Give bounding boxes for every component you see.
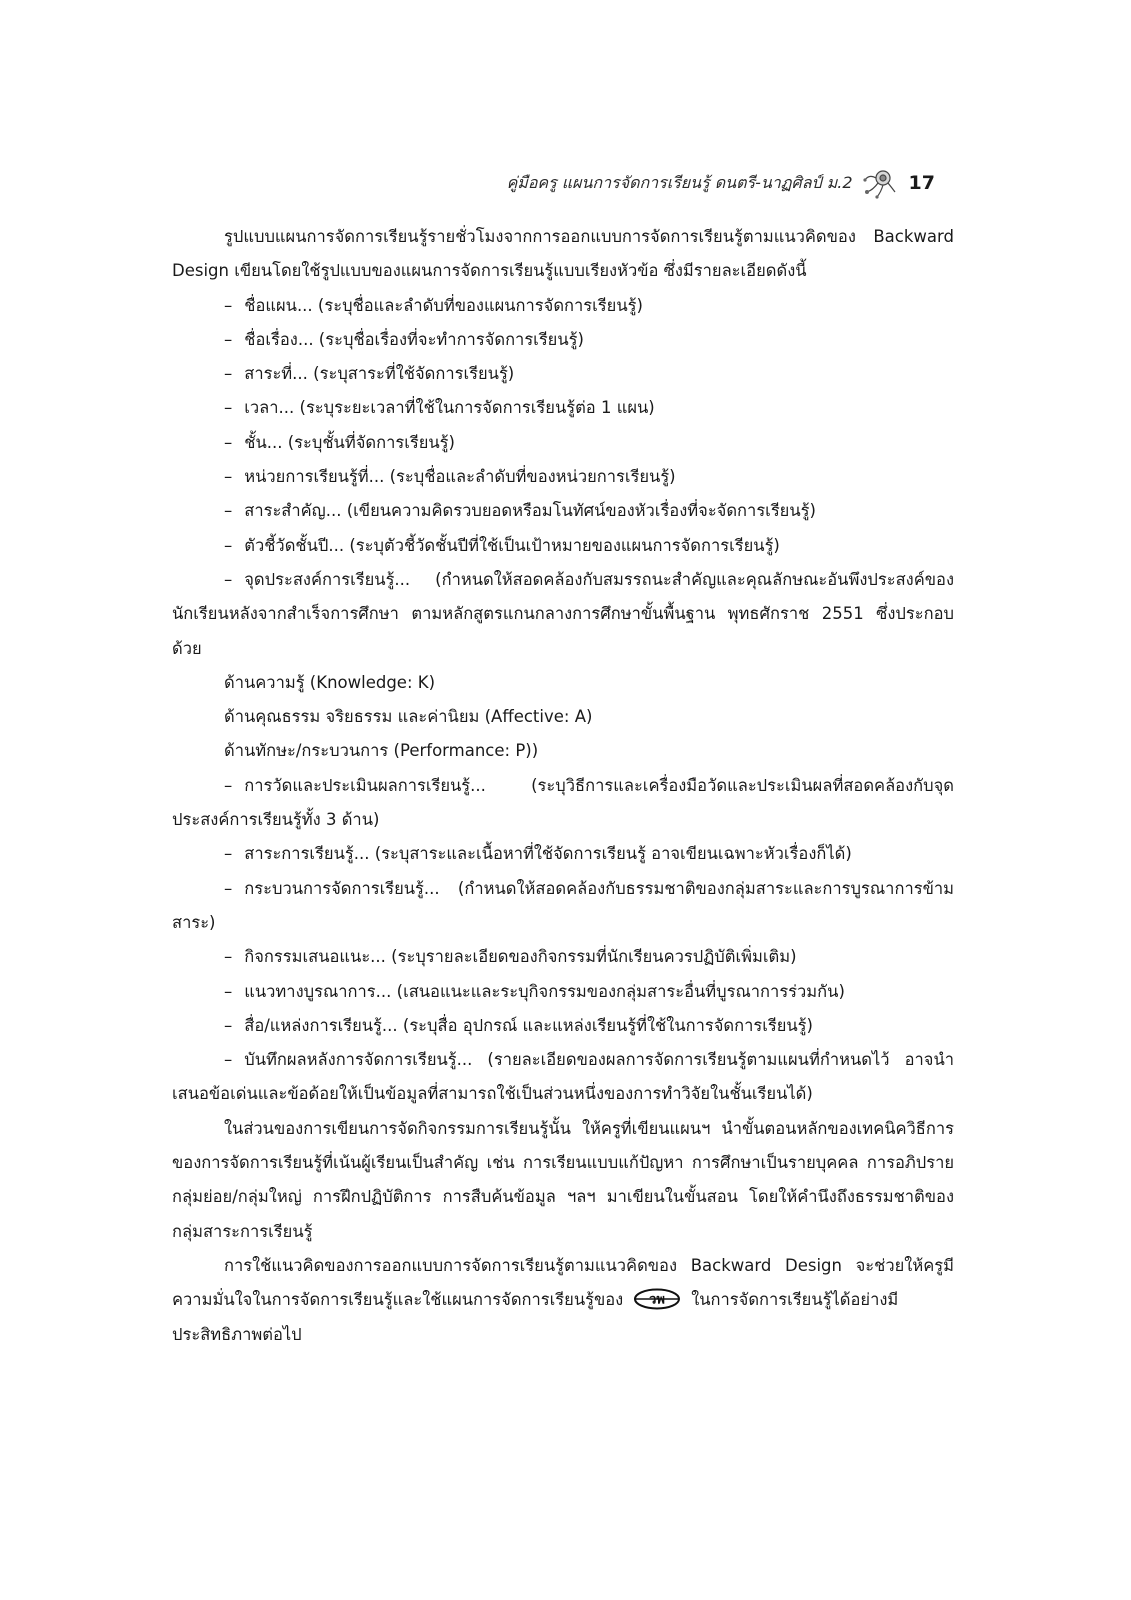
dash-marker: – [224, 947, 233, 967]
content-item: – สาระการเรียนรู้... (ระบุสาระและเนื้อหาที่ใช้จัดการเรียนรู้ อาจเขียนเฉพาะหัวเรื่องก็ได้) [224, 844, 852, 864]
activities-item: – กิจกรรมเสนอแนะ... (ระบุรายละเอียดของกิจกรรมที่นักเรียนควรปฏิบัติเพิ่มเติม) [224, 947, 797, 967]
dash-marker: – [224, 535, 233, 555]
dash-marker: – [224, 1015, 233, 1035]
document-body [172, 220, 954, 1352]
integration-item: – แนวทางบูรณาการ... (เสนอแนะและระบุกิจกรรมของกลุ่มสาระอื่นที่บูรณาการร่วมกัน) [224, 981, 845, 1001]
record-item: – บันทึกผลหลังการจัดการเรียนรู้... (รายละเอียดของผลการจัดการเรียนรู้ตามแผนที่กำหนดไว้ อาจนำเสนอข้อเด่นและข้อด้อยให้เป็นข้อมูลที่สามารถใช้เป็นส่วนหนึ่งของการทำวิจัยในชั้นเรียนได้) [172, 1050, 954, 1104]
dash-marker: – [224, 398, 233, 418]
outline-list [172, 289, 954, 563]
list-item: – เวลา... (ระบุระยะเวลาที่ใช้ในการจัดการเรียนรู้ต่อ 1 แผน) [224, 398, 655, 418]
list-item: – ชั้น... (ระบุชั้นที่จัดการเรียนรู้) [224, 432, 455, 452]
conclusion-text-1: การใช้แนวคิดของการออกแบบการจัดการเรียนรู้ตามแนวคิดของ Backward Design จะช่วยให้ครูมีความมั่นใจในการจัดการเรียนรู้และใช้แผนการจัดการเรียนรู้ของ [172, 1255, 954, 1310]
dash-marker: – [224, 295, 233, 315]
dash-marker: – [224, 569, 233, 589]
page-header [507, 168, 935, 198]
list-item: – ตัวชี้วัดชั้นปี... (ระบุตัวชี้วัดชั้นปีที่ใช้เป็นเป้าหมายของแผนการจัดการเรียนรู้) [224, 535, 780, 555]
dash-marker: – [224, 329, 233, 349]
domain-knowledge: ด้านความรู้ (Knowledge: K) [224, 672, 436, 692]
list-item: – ชื่อแผน... (ระบุชื่อและลำดับที่ของแผนการจัดการเรียนรู้) [224, 295, 643, 315]
process-item: – กระบวนการจัดการเรียนรู้... (กำหนดให้สอดคล้องกับธรรมชาติของกลุ่มสาระและการบูรณาการข้ามสาระ) [172, 878, 954, 932]
dash-marker: – [224, 775, 233, 795]
list-item: – หน่วยการเรียนรู้ที่... (ระบุชื่อและลำดับที่ของหน่วยการเรียนรู้) [224, 467, 676, 487]
conclusion-text-2: ในการจัดการเรียนรู้ได้อย่างมีประสิทธิภาพต่อไป [172, 1290, 899, 1344]
dash-marker: – [224, 1050, 233, 1070]
dash-marker: – [224, 981, 233, 1001]
publisher-logo [633, 1288, 681, 1310]
publisher-logo-text: วพ [649, 1292, 666, 1308]
list-item: – สาระที่... (ระบุสาระที่ใช้จัดการเรียนรู้) [224, 364, 515, 384]
domain-affective: ด้านคุณธรรม จริยธรรม และค่านิยม (Affective: A) [224, 707, 593, 727]
dash-marker: – [224, 501, 233, 521]
dash-marker: – [224, 364, 233, 384]
dash-marker: – [224, 878, 233, 898]
intro-paragraph: รูปแบบแผนการจัดการเรียนรู้รายชั่วโมงจากการออกแบบการจัดการเรียนรู้ตามแนวคิดของ Backward Design เขียนโดยใช้รูปแบบของแผนการจัดการเรียนรู้แบบเรียงหัวข้อ ซึ่งมีรายละเอียดดังนี้ [172, 227, 954, 281]
media-item: – สื่อ/แหล่งการเรียนรู้... (ระบุสื่อ อุปกรณ์ และแหล่งเรียนรู้ที่ใช้ในการจัดการเรียนรู้) [224, 1015, 813, 1035]
dash-marker: – [224, 432, 233, 452]
dash-marker: – [224, 467, 233, 487]
header-title: คู่มือครู แผนการจัดการเรียนรู้ ดนตรี-นาฏศิลป์ ม.2 [506, 172, 853, 192]
dash-marker: – [224, 844, 233, 864]
list-item: – ชื่อเรื่อง... (ระบุชื่อเรื่องที่จะทำการจัดการเรียนรู้) [224, 329, 584, 349]
domain-performance: ด้านทักษะ/กระบวนการ (Performance: P)) [224, 741, 539, 761]
list-item: – สาระสำคัญ... (เขียนความคิดรวบยอดหรือมโนทัศน์ของหัวเรื่องที่จะจัดการเรียนรู้) [224, 501, 816, 521]
activities-paragraph: ในส่วนของการเขียนการจัดกิจกรรมการเรียนรู้นั้น ให้ครูที่เขียนแผนฯ นำขั้นตอนหลักของเทคนิควิธีการของการจัดการเรียนรู้ที่เน้นผู้เรียนเป็นสำคัญ เช่น การเรียนแบบแก้ปัญหา การศึกษาเป็นรายบุคคล การอภิปรายกลุ่มย่อย/กลุ่มใหญ่ การฝึกปฏิบัติการ การสืบค้นข้อมูล ฯลฯ มาเขียนในขั้นสอน โดยให้คำนึงถึงธรรมชาติของกลุ่มสาระการเรียนรู้ [172, 1118, 954, 1241]
assessment-item: – การวัดและประเมินผลการเรียนรู้... (ระบุวิธีการและเครื่องมือวัดและประเมินผลที่สอดคล้องกับจุดประสงค์การเรียนรู้ทั้ง 3 ด้าน) [172, 775, 954, 830]
page-number: 17 [908, 172, 935, 194]
objectives-item: – จุดประสงค์การเรียนรู้... (กำหนดให้สอดคล้องกับสมรรถนะสำคัญและคุณลักษณะอันพึงประสงค์ของนักเรียนหลังจากสำเร็จการศึกษา ตามหลักสูตรแกนกลางการศึกษาขั้นพื้นฐาน พุทธศักราช 2551 ซึ่งประกอบด้วย [172, 569, 954, 658]
flower-ornament-icon [859, 166, 899, 200]
conclusion-paragraph [172, 1249, 954, 1352]
